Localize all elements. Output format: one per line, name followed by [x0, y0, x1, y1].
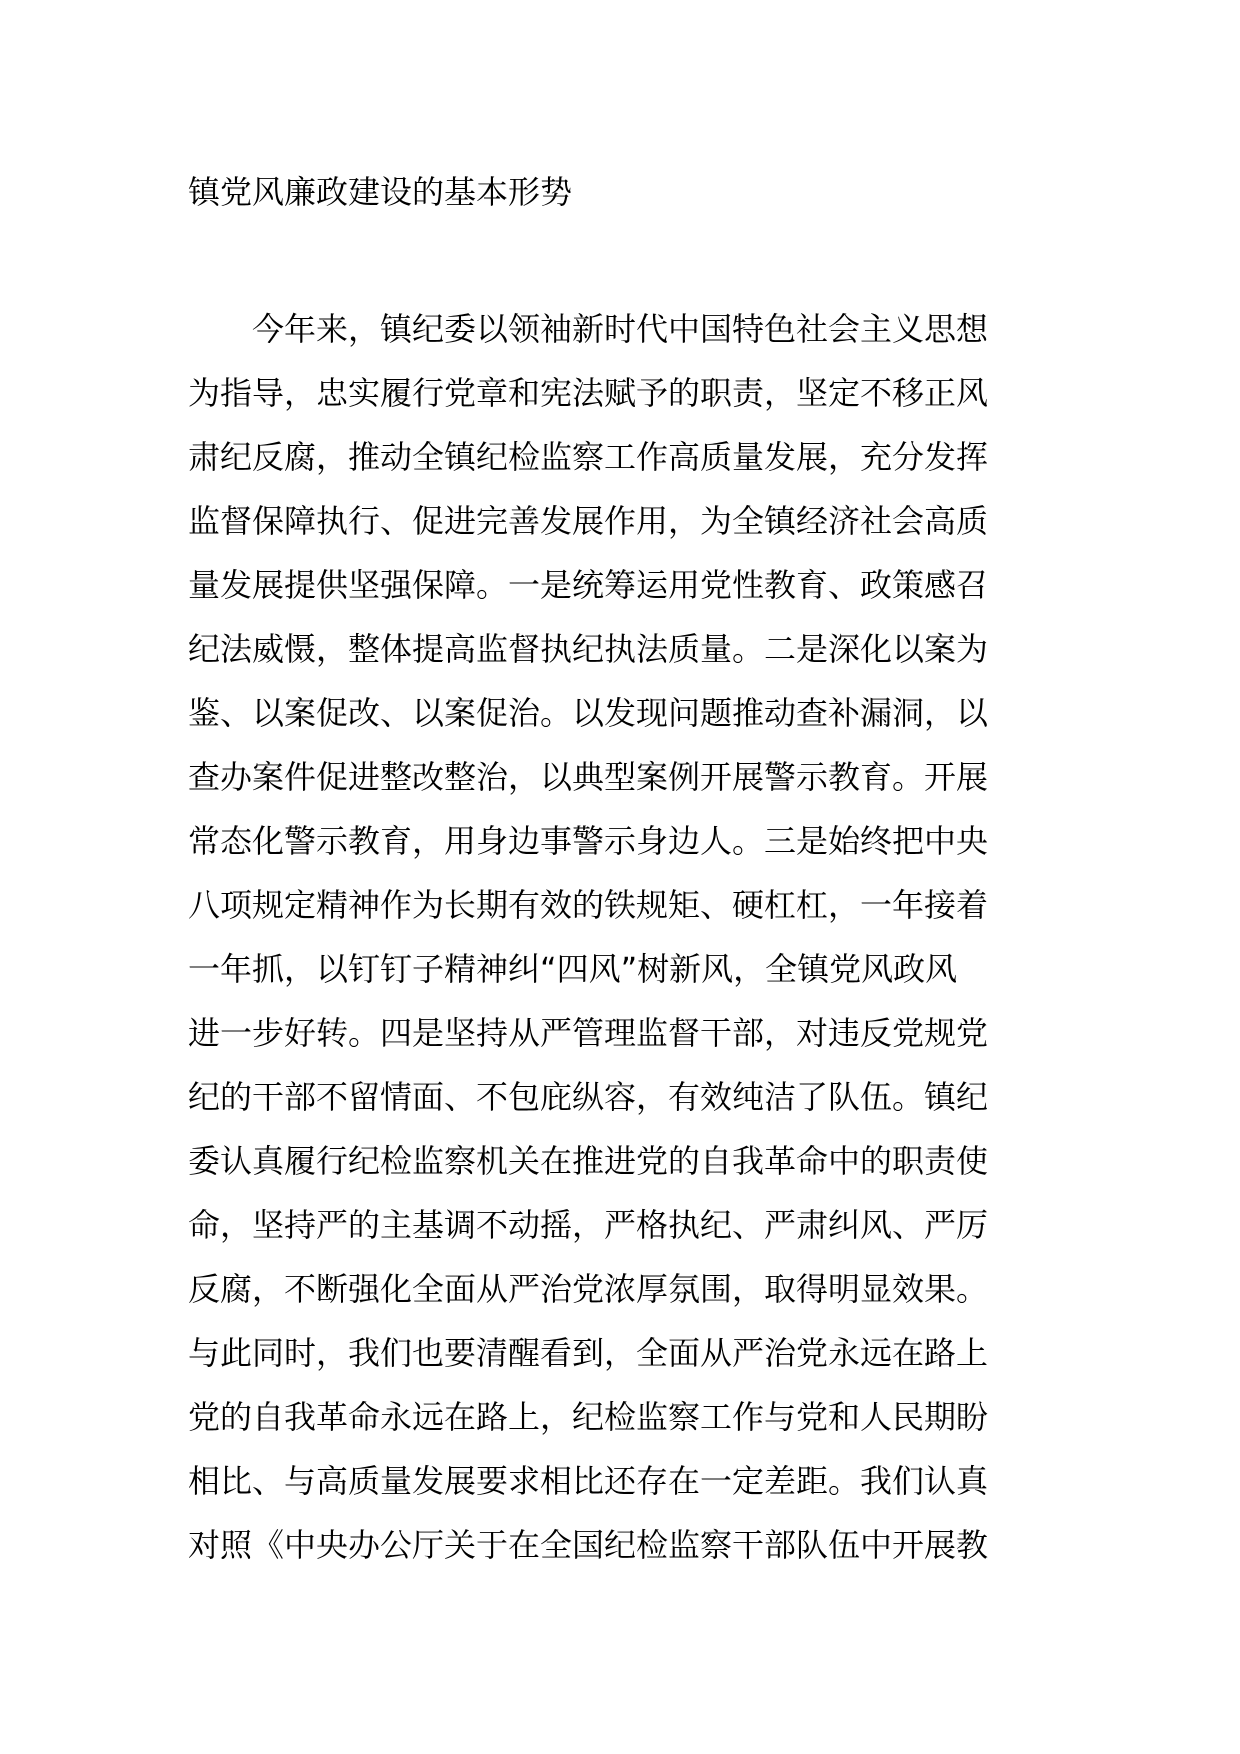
body-line: 为指导，忠实履行党章和宪法赋予的职责，坚定不移正风: [188, 374, 989, 412]
body-line: 委认真履行纪检监察机关在推进党的自我革命中的职责使: [188, 1142, 989, 1180]
body-line: 命，坚持严的主基调不动摇，严格执纪、严肃纠风、严厉: [188, 1206, 989, 1244]
body-line: 常态化警示教育，用身边事警示身边人。三是始终把中央: [188, 822, 989, 860]
body-line: 鉴、以案促改、以案促治。以发现问题推动查补漏洞，以: [188, 694, 989, 732]
body-line: 一年抓，以钉钉子精神纠“四风”树新风，全镇党风政风: [188, 950, 958, 988]
body-line: 今年来，镇纪委以领袖新时代中国特色社会主义思想: [252, 310, 989, 348]
body-line: 反腐，不断强化全面从严治党浓厚氛围，取得明显效果。: [188, 1270, 989, 1308]
body-line: 量发展提供坚强保障。一是统筹运用党性教育、政策感召: [188, 566, 989, 604]
body-line: 进一步好转。四是坚持从严管理监督干部，对违反党规党: [188, 1014, 989, 1052]
body-line: 纪的干部不留情面、不包庇纵容，有效纯洁了队伍。镇纪: [188, 1078, 989, 1116]
document-title: 镇党风廉政建设的基本形势: [188, 173, 573, 211]
body-paragraph: [188, 297, 1058, 1577]
body-line: 纪法威慑，整体提高监督执纪执法质量。二是深化以案为: [188, 630, 989, 668]
body-line: 党的自我革命永远在路上，纪检监察工作与党和人民期盼: [188, 1398, 989, 1436]
body-line: 监督保障执行、促进完善发展作用，为全镇经济社会高质: [188, 502, 989, 540]
body-line: 查办案件促进整改整治，以典型案例开展警示教育。开展: [188, 758, 989, 796]
body-line: 肃纪反腐，推动全镇纪检监察工作高质量发展，充分发挥: [188, 438, 989, 476]
body-line: 相比、与高质量发展要求相比还存在一定差距。我们认真: [188, 1462, 989, 1500]
body-line: 对照《中央办公厅关于在全国纪检监察干部队伍中开展教: [188, 1526, 989, 1564]
body-line: 八项规定精神作为长期有效的铁规矩、硬杠杠，一年接着: [188, 886, 989, 924]
body-line: 与此同时，我们也要清醒看到，全面从严治党永远在路上: [188, 1334, 989, 1372]
